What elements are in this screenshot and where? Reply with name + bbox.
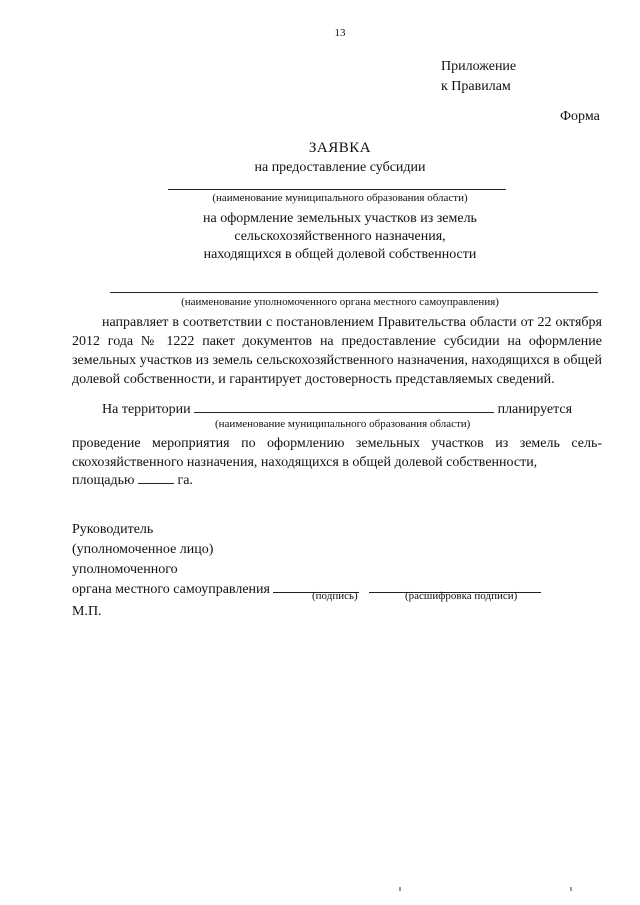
- main-paragraph-text: направляет в соответствии с постановлением Правительства области от 22 октября 2012 года № 1222 пакет документов на предоставление субсидии на оформление земельных участков из земель сельскохозяйственного назначения, находящихся в общей долевой собственности, и гарантирует достоверность представляемых сведений.: [72, 315, 602, 387]
- form-label: Форма: [560, 109, 600, 124]
- signature-decode-note: (расшифровка подписи): [405, 590, 518, 602]
- signature-block: [72, 520, 541, 600]
- signature-line-1: Руководитель: [72, 522, 154, 537]
- scan-mark: [570, 887, 572, 891]
- territory-prefix: На территории: [102, 402, 191, 417]
- territory-suffix: планируется: [497, 402, 573, 417]
- territory-blank: [194, 412, 494, 413]
- event-paragraph: [72, 434, 602, 472]
- event-paragraph-text: проведение мероприятия по оформлению земельных участков из земель сель-скохозяйственного назначения, находящихся в общей долевой собственности,: [72, 436, 602, 470]
- signature-line-4-text: органа местного самоуправления: [72, 582, 270, 597]
- purpose-line-3: находящихся в общей долевой собственности: [203, 247, 477, 262]
- territory-note: (наименование муниципального образования области): [215, 418, 471, 430]
- area-prefix: площадью: [72, 473, 135, 488]
- main-paragraph: [72, 313, 602, 389]
- purpose-line-1: на оформление земельных участков из земель: [203, 211, 477, 226]
- area-line: [72, 472, 193, 490]
- document-subtitle: на предоставление субсидии: [254, 160, 426, 175]
- municipality-blank-line: [168, 189, 506, 190]
- area-blank: [138, 483, 174, 484]
- document-title: ЗАЯВКА: [308, 140, 372, 156]
- territory-line: [102, 401, 572, 419]
- appendix-header: [441, 57, 516, 97]
- signature-note: (подпись): [312, 590, 358, 602]
- scan-mark: [399, 887, 401, 891]
- signature-line-2: (уполномоченное лицо): [72, 542, 214, 557]
- purpose-line-2: сельскохозяйственного назначения,: [234, 229, 446, 244]
- stamp-label: М.П.: [72, 604, 102, 619]
- municipality-note: (наименование муниципального образования области): [212, 192, 468, 204]
- authority-note: (наименование уполномоченного органа местного самоуправления): [181, 296, 499, 308]
- appendix-line-2: к Правилам: [441, 79, 511, 94]
- area-unit: га.: [177, 473, 193, 488]
- authority-blank-line: [110, 292, 598, 293]
- appendix-line-1: Приложение: [441, 59, 517, 74]
- signature-line-3: уполномоченного: [72, 562, 178, 577]
- page-number: 13: [334, 27, 346, 39]
